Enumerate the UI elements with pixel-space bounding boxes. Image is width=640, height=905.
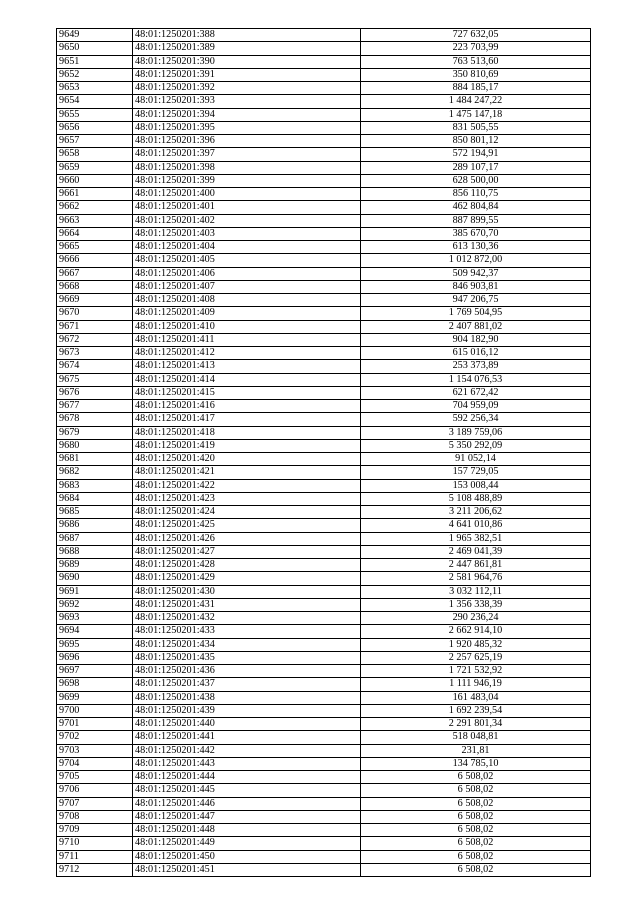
cadastral-value-cell: 290 236,24 <box>361 612 591 625</box>
cadastral-value-cell: 350 810,69 <box>361 68 591 81</box>
table-row <box>57 55 591 68</box>
cadastral-number-cell: 48:01:1250201:396 <box>133 135 361 148</box>
cadastral-value-cell: 1 111 946,19 <box>361 678 591 691</box>
row-number-cell: 9674 <box>57 360 133 373</box>
table-row <box>57 771 591 784</box>
table-row <box>57 347 591 360</box>
row-number-cell: 9660 <box>57 174 133 187</box>
row-number-cell: 9652 <box>57 68 133 81</box>
table-row <box>57 400 591 413</box>
cadastral-value-cell: 5 108 488,89 <box>361 492 591 505</box>
table-row <box>57 638 591 651</box>
cadastral-value-cell: 850 801,12 <box>361 135 591 148</box>
table-row <box>57 810 591 823</box>
cadastral-number-cell: 48:01:1250201:410 <box>133 320 361 333</box>
cadastral-value-cell: 6 508,02 <box>361 784 591 797</box>
cadastral-number-cell: 48:01:1250201:437 <box>133 678 361 691</box>
table-row <box>57 121 591 134</box>
cadastral-number-cell: 48:01:1250201:399 <box>133 174 361 187</box>
table-row <box>57 82 591 95</box>
cadastral-number-cell: 48:01:1250201:400 <box>133 188 361 201</box>
cadastral-number-cell: 48:01:1250201:408 <box>133 294 361 307</box>
cadastral-value-cell: 5 350 292,09 <box>361 439 591 452</box>
row-number-cell: 9650 <box>57 42 133 55</box>
row-number-cell: 9710 <box>57 837 133 850</box>
cadastral-number-cell: 48:01:1250201:433 <box>133 625 361 638</box>
row-number-cell: 9678 <box>57 413 133 426</box>
row-number-cell: 9673 <box>57 347 133 360</box>
row-number-cell: 9684 <box>57 492 133 505</box>
row-number-cell: 9711 <box>57 850 133 863</box>
row-number-cell: 9701 <box>57 718 133 731</box>
cadastral-value-cell: 846 903,81 <box>361 280 591 293</box>
row-number-cell: 9656 <box>57 121 133 134</box>
cadastral-number-cell: 48:01:1250201:422 <box>133 479 361 492</box>
cadastral-value-cell: 628 500,00 <box>361 174 591 187</box>
table-row <box>57 665 591 678</box>
cadastral-value-cell: 2 581 964,76 <box>361 572 591 585</box>
cadastral-value-cell: 253 373,89 <box>361 360 591 373</box>
table-row <box>57 294 591 307</box>
row-number-cell: 9651 <box>57 55 133 68</box>
cadastral-number-cell: 48:01:1250201:417 <box>133 413 361 426</box>
row-number-cell: 9692 <box>57 598 133 611</box>
table-row <box>57 373 591 386</box>
row-number-cell: 9653 <box>57 82 133 95</box>
cadastral-number-cell: 48:01:1250201:398 <box>133 161 361 174</box>
table-row <box>57 824 591 837</box>
row-number-cell: 9658 <box>57 148 133 161</box>
cadastral-number-cell: 48:01:1250201:423 <box>133 492 361 505</box>
row-number-cell: 9712 <box>57 863 133 876</box>
row-number-cell: 9664 <box>57 227 133 240</box>
cadastral-number-cell: 48:01:1250201:413 <box>133 360 361 373</box>
row-number-cell: 9675 <box>57 373 133 386</box>
table-row <box>57 108 591 121</box>
table-row <box>57 651 591 664</box>
cadastral-number-cell: 48:01:1250201:405 <box>133 254 361 267</box>
cadastral-number-cell: 48:01:1250201:445 <box>133 784 361 797</box>
cadastral-value-cell: 613 130,36 <box>361 241 591 254</box>
table-body <box>57 29 591 877</box>
table-row <box>57 837 591 850</box>
table-row <box>57 148 591 161</box>
cadastral-number-cell: 48:01:1250201:412 <box>133 347 361 360</box>
row-number-cell: 9654 <box>57 95 133 108</box>
cadastral-number-cell: 48:01:1250201:448 <box>133 824 361 837</box>
table-row <box>57 506 591 519</box>
table-row <box>57 625 591 638</box>
cadastral-number-cell: 48:01:1250201:444 <box>133 771 361 784</box>
table-row <box>57 227 591 240</box>
table-row <box>57 784 591 797</box>
cadastral-number-cell: 48:01:1250201:391 <box>133 68 361 81</box>
cadastral-value-cell: 518 048,81 <box>361 731 591 744</box>
row-number-cell: 9688 <box>57 545 133 558</box>
row-number-cell: 9683 <box>57 479 133 492</box>
cadastral-value-cell: 856 110,75 <box>361 188 591 201</box>
cadastral-number-cell: 48:01:1250201:388 <box>133 29 361 42</box>
cadastral-number-cell: 48:01:1250201:427 <box>133 545 361 558</box>
cadastral-value-cell: 6 508,02 <box>361 797 591 810</box>
row-number-cell: 9697 <box>57 665 133 678</box>
cadastral-value-cell: 904 182,90 <box>361 333 591 346</box>
row-number-cell: 9657 <box>57 135 133 148</box>
row-number-cell: 9687 <box>57 532 133 545</box>
cadastral-number-cell: 48:01:1250201:395 <box>133 121 361 134</box>
row-number-cell: 9677 <box>57 400 133 413</box>
cadastral-number-cell: 48:01:1250201:402 <box>133 214 361 227</box>
row-number-cell: 9676 <box>57 386 133 399</box>
table-row <box>57 718 591 731</box>
cadastral-number-cell: 48:01:1250201:407 <box>133 280 361 293</box>
row-number-cell: 9685 <box>57 506 133 519</box>
cadastral-value-cell: 1 769 504,95 <box>361 307 591 320</box>
table-row <box>57 572 591 585</box>
cadastral-number-cell: 48:01:1250201:446 <box>133 797 361 810</box>
cadastral-value-cell: 1 920 485,32 <box>361 638 591 651</box>
cadastral-number-cell: 48:01:1250201:390 <box>133 55 361 68</box>
row-number-cell: 9669 <box>57 294 133 307</box>
cadastral-number-cell: 48:01:1250201:440 <box>133 718 361 731</box>
table-row <box>57 161 591 174</box>
cadastral-number-cell: 48:01:1250201:420 <box>133 453 361 466</box>
table-row <box>57 280 591 293</box>
cadastral-number-cell: 48:01:1250201:435 <box>133 651 361 664</box>
row-number-cell: 9661 <box>57 188 133 201</box>
cadastral-number-cell: 48:01:1250201:449 <box>133 837 361 850</box>
table-row <box>57 453 591 466</box>
cadastral-value-cell: 161 483,04 <box>361 691 591 704</box>
cadastral-value-cell: 3 211 206,62 <box>361 506 591 519</box>
cadastral-value-cell: 6 508,02 <box>361 810 591 823</box>
row-number-cell: 9670 <box>57 307 133 320</box>
cadastral-number-cell: 48:01:1250201:424 <box>133 506 361 519</box>
cadastral-number-cell: 48:01:1250201:414 <box>133 373 361 386</box>
cadastral-value-cell: 615 016,12 <box>361 347 591 360</box>
cadastral-number-cell: 48:01:1250201:419 <box>133 439 361 452</box>
cadastral-number-cell: 48:01:1250201:430 <box>133 585 361 598</box>
cadastral-value-cell: 6 508,02 <box>361 824 591 837</box>
cadastral-value-cell: 763 513,60 <box>361 55 591 68</box>
row-number-cell: 9694 <box>57 625 133 638</box>
table-row <box>57 42 591 55</box>
table-row <box>57 320 591 333</box>
table-row <box>57 545 591 558</box>
row-number-cell: 9672 <box>57 333 133 346</box>
table-row <box>57 426 591 439</box>
row-number-cell: 9649 <box>57 29 133 42</box>
cadastral-value-cell: 2 662 914,10 <box>361 625 591 638</box>
row-number-cell: 9663 <box>57 214 133 227</box>
cadastral-number-cell: 48:01:1250201:441 <box>133 731 361 744</box>
cadastral-value-cell: 223 703,99 <box>361 42 591 55</box>
cadastral-number-cell: 48:01:1250201:418 <box>133 426 361 439</box>
cadastral-number-cell: 48:01:1250201:389 <box>133 42 361 55</box>
cadastral-value-cell: 1 965 382,51 <box>361 532 591 545</box>
cadastral-value-cell: 1 475 147,18 <box>361 108 591 121</box>
row-number-cell: 9706 <box>57 784 133 797</box>
row-number-cell: 9666 <box>57 254 133 267</box>
cadastral-value-cell: 1 692 239,54 <box>361 704 591 717</box>
row-number-cell: 9702 <box>57 731 133 744</box>
cadastral-value-cell: 231,81 <box>361 744 591 757</box>
cadastral-value-cell: 1 721 532,92 <box>361 665 591 678</box>
row-number-cell: 9696 <box>57 651 133 664</box>
cadastral-number-cell: 48:01:1250201:411 <box>133 333 361 346</box>
row-number-cell: 9704 <box>57 757 133 770</box>
row-number-cell: 9681 <box>57 453 133 466</box>
row-number-cell: 9682 <box>57 466 133 479</box>
row-number-cell: 9667 <box>57 267 133 280</box>
table-row <box>57 731 591 744</box>
cadastral-value-cell: 884 185,17 <box>361 82 591 95</box>
cadastral-value-cell: 621 672,42 <box>361 386 591 399</box>
cadastral-value-cell: 2 447 861,81 <box>361 559 591 572</box>
row-number-cell: 9693 <box>57 612 133 625</box>
row-number-cell: 9703 <box>57 744 133 757</box>
cadastral-number-cell: 48:01:1250201:397 <box>133 148 361 161</box>
cadastral-value-cell: 385 670,70 <box>361 227 591 240</box>
cadastral-number-cell: 48:01:1250201:421 <box>133 466 361 479</box>
cadastral-number-cell: 48:01:1250201:409 <box>133 307 361 320</box>
table-row <box>57 267 591 280</box>
table-row <box>57 466 591 479</box>
cadastral-number-cell: 48:01:1250201:428 <box>133 559 361 572</box>
table-row <box>57 307 591 320</box>
cadastral-value-cell: 157 729,05 <box>361 466 591 479</box>
cadastral-number-cell: 48:01:1250201:393 <box>133 95 361 108</box>
row-number-cell: 9679 <box>57 426 133 439</box>
row-number-cell: 9698 <box>57 678 133 691</box>
cadastral-value-cell: 1 484 247,22 <box>361 95 591 108</box>
cadastral-value-cell: 4 641 010,86 <box>361 519 591 532</box>
cadastral-number-cell: 48:01:1250201:404 <box>133 241 361 254</box>
row-number-cell: 9705 <box>57 771 133 784</box>
cadastral-value-cell: 572 194,91 <box>361 148 591 161</box>
cadastral-number-cell: 48:01:1250201:406 <box>133 267 361 280</box>
cadastral-value-cell: 2 469 041,39 <box>361 545 591 558</box>
cadastral-value-cell: 153 008,44 <box>361 479 591 492</box>
row-number-cell: 9695 <box>57 638 133 651</box>
row-number-cell: 9708 <box>57 810 133 823</box>
cadastral-value-cell: 1 012 872,00 <box>361 254 591 267</box>
cadastral-number-cell: 48:01:1250201:438 <box>133 691 361 704</box>
row-number-cell: 9671 <box>57 320 133 333</box>
cadastral-number-cell: 48:01:1250201:443 <box>133 757 361 770</box>
table-row <box>57 241 591 254</box>
cadastral-value-cell: 2 291 801,34 <box>361 718 591 731</box>
cadastral-number-cell: 48:01:1250201:442 <box>133 744 361 757</box>
cadastral-value-cell: 831 505,55 <box>361 121 591 134</box>
table-row <box>57 797 591 810</box>
cadastral-value-cell: 6 508,02 <box>361 771 591 784</box>
cadastral-number-cell: 48:01:1250201:432 <box>133 612 361 625</box>
cadastral-number-cell: 48:01:1250201:439 <box>133 704 361 717</box>
cadastral-value-cell: 947 206,75 <box>361 294 591 307</box>
cadastral-number-cell: 48:01:1250201:426 <box>133 532 361 545</box>
table-row <box>57 439 591 452</box>
cadastral-value-cell: 592 256,34 <box>361 413 591 426</box>
table-row <box>57 559 591 572</box>
row-number-cell: 9655 <box>57 108 133 121</box>
row-number-cell: 9690 <box>57 572 133 585</box>
table-row <box>57 850 591 863</box>
row-number-cell: 9668 <box>57 280 133 293</box>
cadastral-value-cell: 887 899,55 <box>361 214 591 227</box>
table-row <box>57 612 591 625</box>
cadastral-value-cell: 3 032 112,11 <box>361 585 591 598</box>
cadastral-value-cell: 2 407 881,02 <box>361 320 591 333</box>
cadastral-number-cell: 48:01:1250201:450 <box>133 850 361 863</box>
table-row <box>57 585 591 598</box>
table-row <box>57 519 591 532</box>
table-row <box>57 135 591 148</box>
table-row <box>57 691 591 704</box>
table-row <box>57 188 591 201</box>
table-row <box>57 704 591 717</box>
cadastral-number-cell: 48:01:1250201:394 <box>133 108 361 121</box>
row-number-cell: 9699 <box>57 691 133 704</box>
table-row <box>57 678 591 691</box>
table-row <box>57 29 591 42</box>
cadastral-number-cell: 48:01:1250201:431 <box>133 598 361 611</box>
cadastral-value-cell: 1 356 338,39 <box>361 598 591 611</box>
cadastral-value-cell: 6 508,02 <box>361 837 591 850</box>
table-row <box>57 532 591 545</box>
table-row <box>57 360 591 373</box>
cadastral-value-cell: 462 804,84 <box>361 201 591 214</box>
table-row <box>57 333 591 346</box>
cadastral-value-cell: 6 508,02 <box>361 850 591 863</box>
cadastral-value-cell: 134 785,10 <box>361 757 591 770</box>
row-number-cell: 9662 <box>57 201 133 214</box>
cadastral-number-cell: 48:01:1250201:392 <box>133 82 361 95</box>
cadastral-value-cell: 6 508,02 <box>361 863 591 876</box>
table-row <box>57 757 591 770</box>
cadastral-number-cell: 48:01:1250201:403 <box>133 227 361 240</box>
row-number-cell: 9686 <box>57 519 133 532</box>
row-number-cell: 9707 <box>57 797 133 810</box>
cadastral-value-cell: 289 107,17 <box>361 161 591 174</box>
cadastral-value-cell: 727 632,05 <box>361 29 591 42</box>
table-row <box>57 598 591 611</box>
row-number-cell: 9659 <box>57 161 133 174</box>
cadastral-value-cell: 509 942,37 <box>361 267 591 280</box>
cadastral-value-cell: 704 959,09 <box>361 400 591 413</box>
cadastral-value-cell: 91 052,14 <box>361 453 591 466</box>
cadastral-number-cell: 48:01:1250201:415 <box>133 386 361 399</box>
row-number-cell: 9680 <box>57 439 133 452</box>
row-number-cell: 9709 <box>57 824 133 837</box>
table-row <box>57 744 591 757</box>
cadastral-value-cell: 1 154 076,53 <box>361 373 591 386</box>
table-row <box>57 95 591 108</box>
table-row <box>57 479 591 492</box>
row-number-cell: 9689 <box>57 559 133 572</box>
cadastral-number-cell: 48:01:1250201:425 <box>133 519 361 532</box>
cadastral-value-cell: 3 189 759,06 <box>361 426 591 439</box>
cadastral-number-cell: 48:01:1250201:429 <box>133 572 361 585</box>
table-row <box>57 201 591 214</box>
table-row <box>57 492 591 505</box>
cadastral-number-cell: 48:01:1250201:451 <box>133 863 361 876</box>
cadastral-value-table <box>56 28 591 877</box>
table-row <box>57 68 591 81</box>
row-number-cell: 9691 <box>57 585 133 598</box>
cadastral-number-cell: 48:01:1250201:434 <box>133 638 361 651</box>
cadastral-number-cell: 48:01:1250201:447 <box>133 810 361 823</box>
cadastral-number-cell: 48:01:1250201:416 <box>133 400 361 413</box>
row-number-cell: 9700 <box>57 704 133 717</box>
table-row <box>57 863 591 876</box>
table-row <box>57 413 591 426</box>
cadastral-number-cell: 48:01:1250201:436 <box>133 665 361 678</box>
table-row <box>57 254 591 267</box>
table-row <box>57 214 591 227</box>
row-number-cell: 9665 <box>57 241 133 254</box>
cadastral-value-cell: 2 257 625,19 <box>361 651 591 664</box>
table-row <box>57 174 591 187</box>
cadastral-number-cell: 48:01:1250201:401 <box>133 201 361 214</box>
table-row <box>57 386 591 399</box>
